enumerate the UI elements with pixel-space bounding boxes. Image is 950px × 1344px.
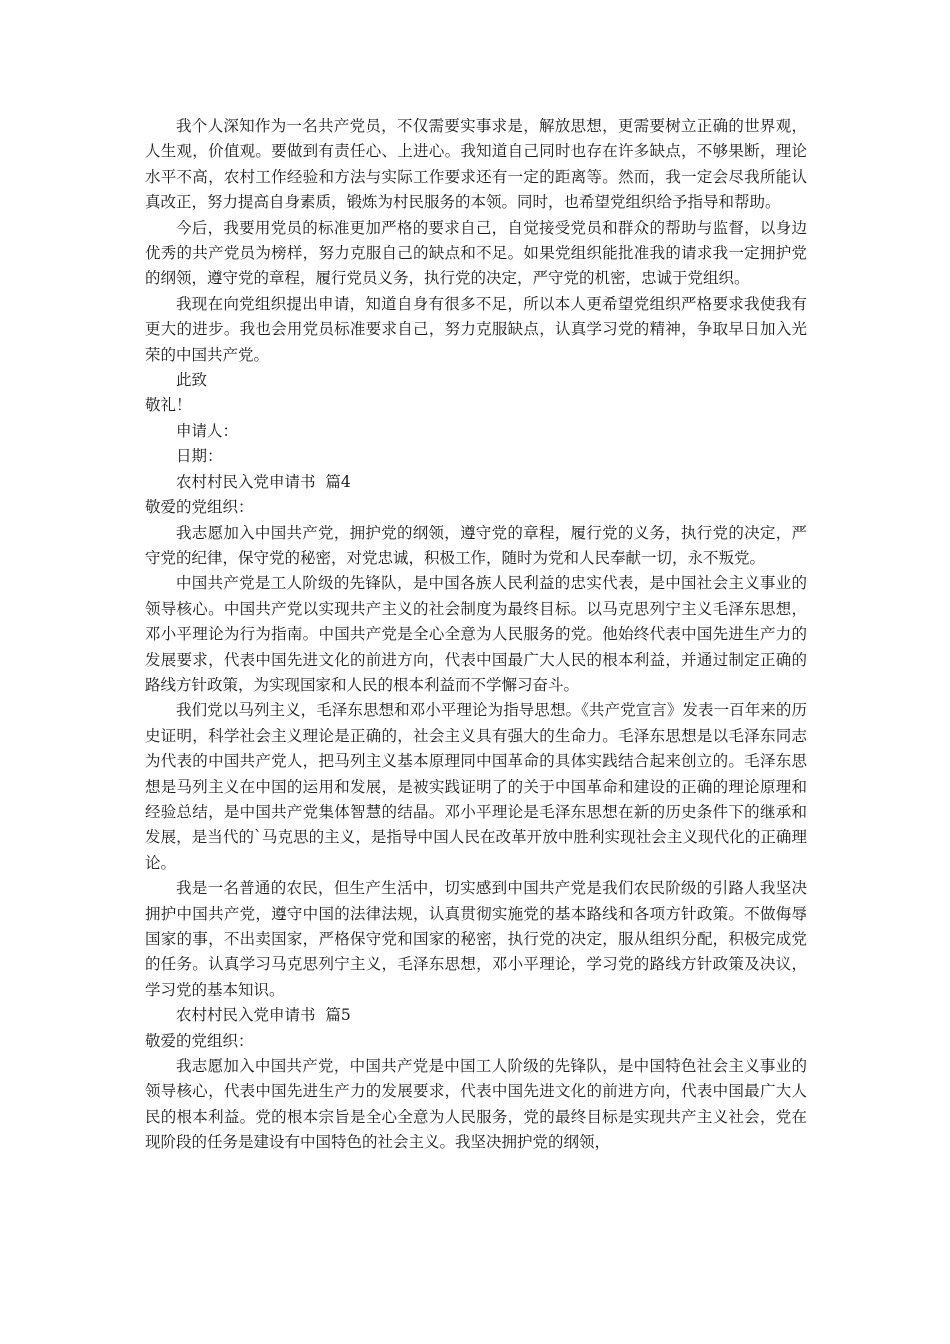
closing-salute: 敬礼！ <box>145 396 192 415</box>
applicant-line: 申请人： <box>176 421 239 440</box>
section-heading-5: 农村村民入党申请书 篇5 <box>176 1006 351 1025</box>
document-page <box>145 114 807 1156</box>
paragraph: 我志愿加入中国共产党，拥护党的纲领，遵守党的章程，履行党的义务，执行党的决定，严守党的纪律，保守党的秘密，对党忠诚，积极工作，随时为党和人民奉献一切，永不叛党。 <box>145 523 807 567</box>
paragraph: 我是一名普通的农民，但生产生活中，切实感到中国共产党是我们农民阶级的引路人我坚决拥护中国共产党，遵守中国的法律法规，认真贯彻实施党的基本路线和各项方针政策。不做侮辱国家的事，不出卖国家，严格保守党和国家的秘密，执行党的决定，服从组织分配，积极完成党的任务。认真学习马克思列宁主义，毛泽东思想，邓小平理论，学习党的路线方针政策及决议，学习党的基本知识。 <box>145 879 807 999</box>
salutation: 敬爱的党组织： <box>145 498 254 517</box>
section-heading-4: 农村村民入党申请书 篇4 <box>176 472 351 491</box>
paragraph: 我个人深知作为一名共产党员，不仅需要实事求是，解放思想，更需要树立正确的世界观，人生观，价值观。要做到有责任心、上进心。我知道自己同时也存在许多缺点，不够果断，理论水平不高，农村工作经验和方法与实际工作要求还有一定的距离等。然而，我一定会尽我所能认真改正，努力提高自身素质，锻炼为村民服务的本领。同时，也希望党组织给予指导和帮助。 <box>145 117 807 212</box>
paragraph: 我志愿加入中国共产党，中国共产党是中国工人阶级的先锋队，是中国特色社会主义事业的领导核心，代表中国先进生产力的发展要求，代表中国先进文化的前进方向，代表中国最广大人民的根本利益。党的根本宗旨是全心全意为人民服务，党的最终目标是实现共产主义社会，党在现阶段的任务是建设有中国特色的社会主义。我坚决拥护党的纲领， <box>145 1057 807 1152</box>
paragraph: 今后，我要用党员的标准更加严格的要求自己，自觉接受党员和群众的帮助与监督，以身边优秀的共产党员为榜样，努力克服自己的缺点和不足。如果党组织能批准我的请求我一定拥护党的纲领，遵守党的章程，履行党员义务，执行党的决定，严守党的机密，忠诚于党组织。 <box>145 218 807 288</box>
paragraph: 我们党以马列主义，毛泽东思想和邓小平理论为指导思想。《共产党宣言》发表一百年来的历史证明，科学社会主义理论是正确的，社会主义具有强大的生命力。毛泽东思想是以毛泽东同志为代表的中国共产党人，把马列主义基本原理同中国革命的具体实践结合起来创立的。毛泽东思想是马列主义在中国的运用和发展，是被实践证明了的关于中国革命和建设的正确的理论原理和经验总结，是中国共产党集体智慧的结晶。邓小平理论是毛泽东思想在新的历史条件下的继承和发展，是当代的`马克思的主义，是指导中国人民在改革开放中胜利实现社会主义现代化的正确理论。 <box>145 701 807 872</box>
paragraph: 我现在向党组织提出申请，知道自身有很多不足，所以本人更希望党组织严格要求我使我有更大的进步。我也会用党员标准要求自己，努力克服缺点，认真学习党的精神，争取早日加入光荣的中国共产党。 <box>145 294 807 364</box>
closing-line: 此致 <box>176 371 208 390</box>
paragraph: 中国共产党是工人阶级的先锋队，是中国各族人民利益的忠实代表，是中国社会主义事业的领导核心。中国共产党以实现共产主义的社会制度为最终目标。以马克思列宁主义毛泽东思想，邓小平理论为行为指南。中国共产党是全心全意为人民服务的党。他始终代表中国先进生产力的发展要求，代表中国先进文化的前进方向，代表中国最广大人民的根本利益，并通过制定正确的路线方针政策，为实现国家和人民的根本利益而不学懈习奋斗。 <box>145 574 807 694</box>
date-line: 日期： <box>176 447 223 466</box>
salutation: 敬爱的党组织： <box>145 1031 254 1050</box>
